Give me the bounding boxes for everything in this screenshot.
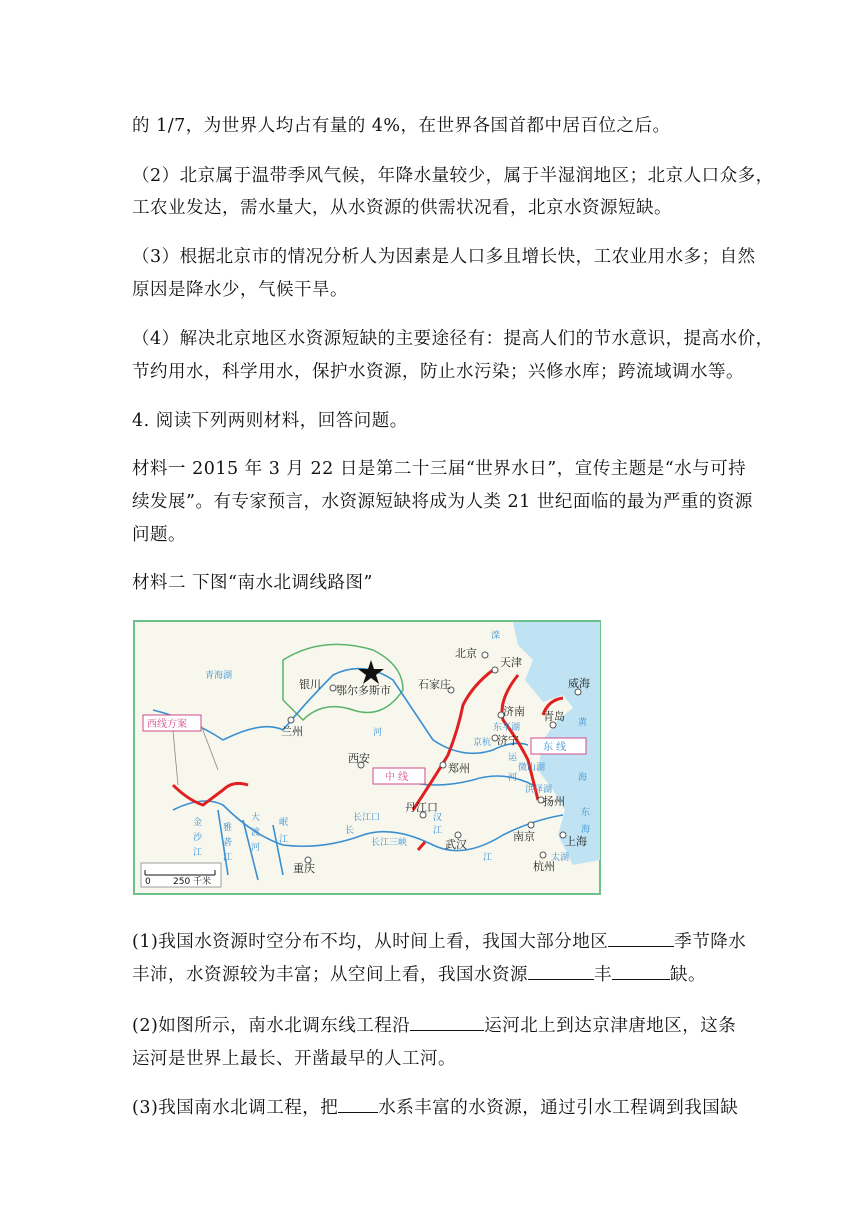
label-dadu-1: 大	[251, 813, 261, 823]
city-nanjing: 南京	[513, 830, 535, 843]
label-gezhouba: 长江口	[353, 813, 381, 823]
line-2: （2）北京属于温带季风气候，年降水量较少，属于半湿润地区；北京人口众多，	[132, 166, 774, 186]
line-5: 原因是降水少，气候干旱。	[132, 280, 348, 300]
label-luan: 滦	[491, 631, 501, 641]
label-jinsha-3: 江	[193, 848, 203, 858]
city-jinan: 济南	[503, 705, 525, 718]
line-1: 的 1/7，为世界人均占有量的 4%，在世界各国首都中居百位之后。	[132, 116, 671, 136]
city-lanzhou: 兰州	[281, 725, 303, 738]
label-jinsha-2: 沙	[193, 833, 203, 843]
label-min-1: 岷	[279, 818, 289, 828]
city-yangzhou: 扬州	[543, 795, 565, 808]
label-dadu-2: 渡	[251, 828, 261, 838]
label-yangtze-2: 江	[483, 853, 493, 863]
label-canal-1: 运	[508, 753, 518, 763]
question-3-line-1: (3)我国南水北调工程，把 水系丰富的水资源，通过引水工程调到我国缺	[132, 1094, 738, 1119]
city-jining: 济宁	[497, 734, 519, 747]
city-xian: 西安	[348, 752, 370, 765]
city-shijiazhuang: 石家庄	[418, 678, 451, 691]
city-shanghai: 上海	[565, 835, 587, 848]
city-chongqing: 重庆	[293, 862, 315, 875]
label-yellow-sea-2: 海	[578, 773, 588, 783]
label-jinsha-1: 金	[193, 818, 203, 828]
city-hangzhou: 杭州	[533, 860, 555, 873]
scale-zero: 0	[145, 877, 151, 887]
line-4: （3）根据北京市的情况分析人为因素是人口多且增长快，工农业用水多；自然	[132, 247, 756, 267]
label-weishan: 微山湖	[518, 763, 546, 773]
label-yellow-sea-1: 黄	[578, 718, 588, 728]
line-12: 材料二 下图“南水北调线路图”	[132, 573, 373, 593]
label-hongze: 洪泽湖	[525, 785, 553, 795]
south-north-water-diversion-map	[133, 620, 601, 895]
city-tianjin: 天津	[500, 656, 522, 669]
label-yalong-2: 砻	[223, 838, 233, 848]
label-sanxia: 长江三峡	[371, 838, 408, 848]
label-canal-2: 河	[508, 773, 518, 783]
question-2-line-2: 运河是世界上最长、开凿最早的人工河。	[132, 1049, 456, 1069]
label-jing-hang: 京杭	[473, 738, 492, 748]
city-weihai: 威海	[568, 677, 590, 690]
label-dadu-3: 河	[251, 843, 261, 853]
line-9: 材料一 2015 年 3 月 22 日是第二十三届“世界水日”，宣传主题是“水与可持	[132, 459, 747, 479]
label-yalong-3: 江	[223, 853, 233, 863]
line-11: 问题。	[132, 525, 186, 545]
label-yellow-river: 河	[373, 728, 383, 738]
answer-blank-2[interactable]	[528, 961, 594, 980]
label-min-2: 江	[279, 835, 289, 845]
city-beijing: 北京	[455, 647, 477, 660]
label-taihu: 太湖	[551, 853, 570, 863]
answer-blank-1[interactable]	[608, 928, 674, 947]
answer-blank-4[interactable]	[410, 1012, 484, 1031]
line-7: 节约用水，科学用水，保护水资源，防止水污染；兴修水库；跨流域调水等。	[132, 362, 744, 382]
question-2-line-1: (2)如图所示，南水北调东线工程沿 运河北上到达京津唐地区，这条	[132, 1012, 736, 1037]
scale-value: 250 千米	[173, 877, 212, 887]
label-middle-route: 中 线	[385, 772, 409, 783]
label-qinghai-lake: 青海湖	[205, 671, 233, 681]
line-10: 续发展”。有专家预言，水资源短缺将成为人类 21 世纪面临的最为严重的资源	[132, 492, 753, 512]
label-yalong-1: 雅	[223, 823, 233, 833]
label-east-sea-2: 海	[581, 825, 591, 835]
city-danjiangkou: 丹江口	[405, 801, 438, 814]
line-8: 4. 阅读下列两则材料，回答问题。	[132, 411, 408, 431]
answer-blank-3[interactable]	[612, 961, 670, 980]
city-yinchuan: 银川	[299, 678, 321, 691]
label-east-sea-1: 东	[581, 808, 591, 818]
line-3: 工农业发达，需水量大，从水资源的供需状况看，北京水资源短缺。	[132, 198, 672, 218]
question-1-line-2: 丰沛，水资源较为丰富；从空间上看，我国水资源 丰 缺。	[132, 961, 706, 986]
question-1-line-1: (1)我国水资源时空分布不均，从时间上看，我国大部分地区 季节降水	[132, 928, 746, 953]
label-han-1: 汉	[433, 813, 443, 823]
label-west-route: 西线方案	[147, 719, 187, 730]
label-yangtze-1: 长	[345, 826, 355, 836]
label-east-route: 东 线	[543, 742, 567, 753]
answer-blank-5[interactable]	[338, 1094, 378, 1113]
city-qingdao: 青岛	[543, 710, 565, 723]
city-wuhan: 武汉	[445, 838, 467, 851]
label-han-2: 江	[433, 826, 443, 836]
line-6: （4）解决北京地区水资源短缺的主要途径有：提高人们的节水意识，提高水价，	[132, 329, 774, 349]
label-dongping: 东平湖	[493, 723, 521, 733]
city-zhengzhou: 郑州	[448, 762, 470, 775]
city-ordos: 鄂尔多斯市	[336, 684, 391, 697]
